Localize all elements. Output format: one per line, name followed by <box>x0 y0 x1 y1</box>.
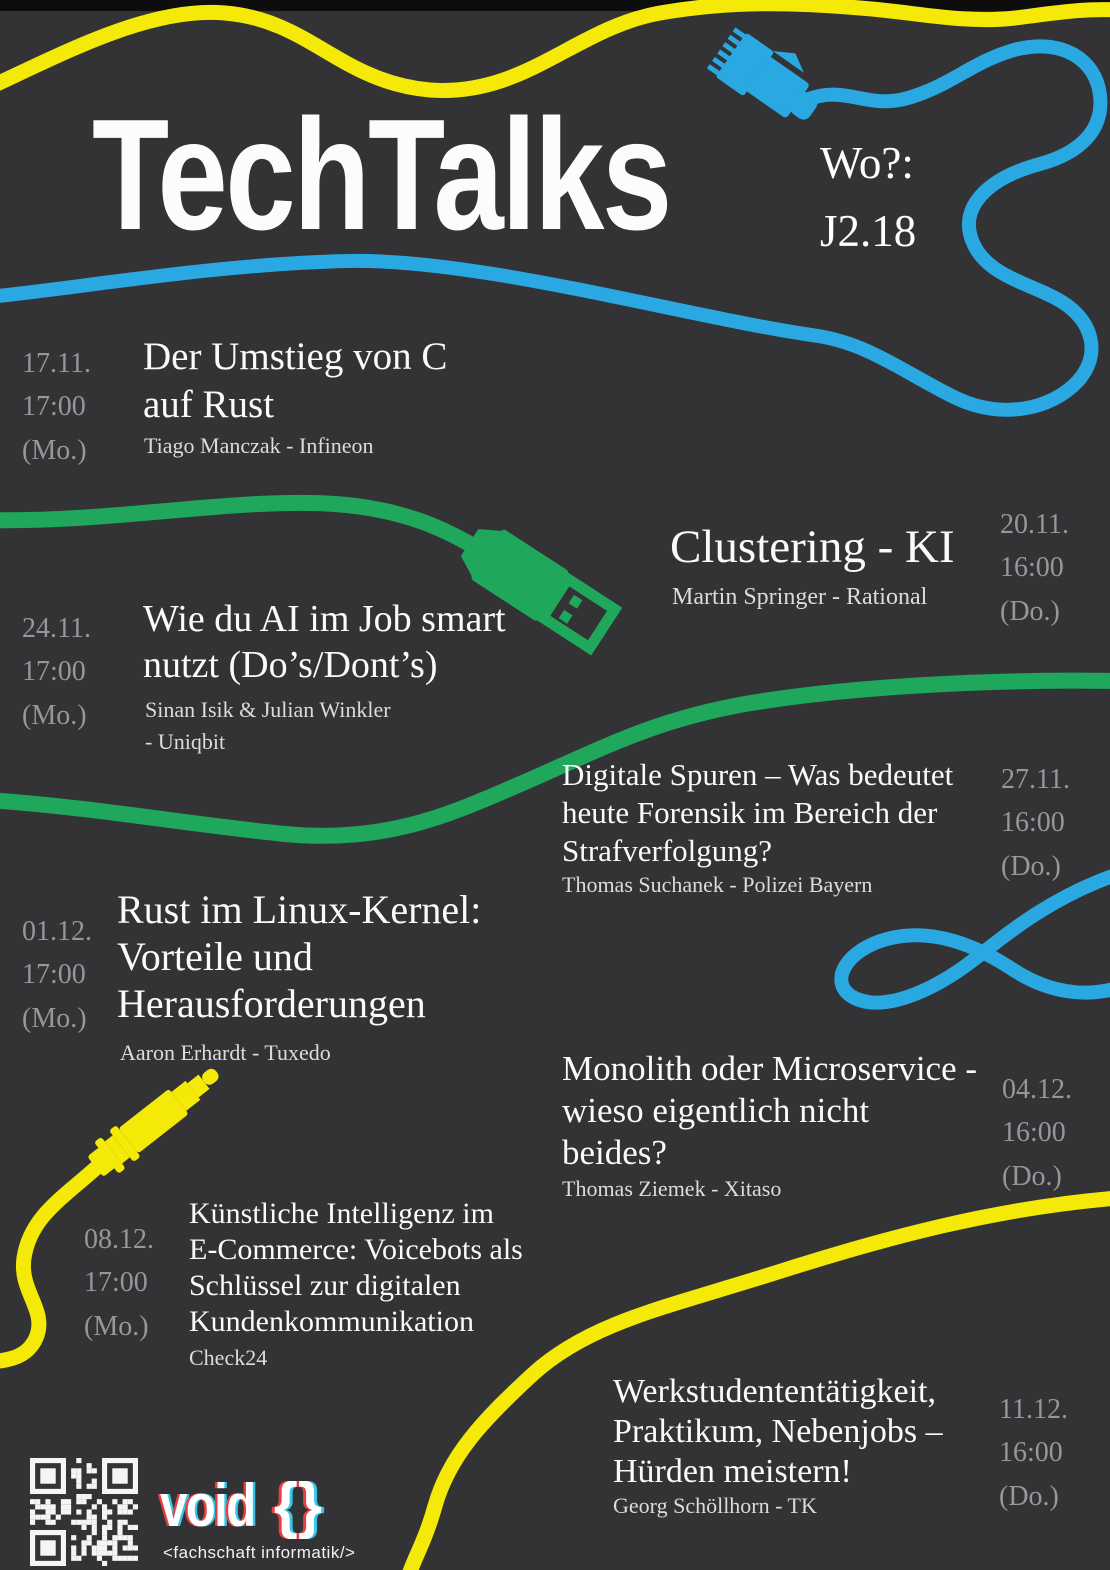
event-6-speaker: Thomas Ziemek - Xitaso <box>562 1176 782 1201</box>
location-room: J2.18 <box>820 205 917 256</box>
top-edge-strip <box>0 0 1110 11</box>
green-cable-usb <box>0 503 482 551</box>
event-3-date: 24.11. 17:00 (Mo.) <box>22 613 91 731</box>
event-2-title: Clustering - KI <box>670 521 955 573</box>
page-title: TechTalks <box>92 87 670 263</box>
event-1-title: Der Umstieg von C auf Rust <box>143 335 448 426</box>
event-3-title: Wie du AI im Job smart nutzt (Do’s/Dont’s) <box>143 598 506 687</box>
ethernet-plug-icon <box>706 17 835 134</box>
event-2-date: 20.11. 16:00 (Do.) <box>1000 509 1069 627</box>
location-label: Wo?: <box>820 138 914 188</box>
event-2-speaker: Martin Springer - Rational <box>672 584 928 610</box>
yellow-cable-jack <box>0 1168 96 1362</box>
fachschaft-logo <box>160 1470 322 1541</box>
event-3-speaker: Sinan Isik & Julian Winkler - Uniqbit <box>145 697 391 754</box>
event-1-speaker: Tiago Manczak - Infineon <box>144 433 374 458</box>
event-5-title: Rust im Linux-Kernel: Vorteile und Herausforderungen <box>117 887 482 1027</box>
event-4-date: 27.11. 16:00 (Do.) <box>1001 764 1070 882</box>
event-7-title: Künstliche Intelligenz im E-Commerce: Voicebots als Schlüssel zur digitalen Kundenkommunikation <box>189 1197 523 1338</box>
event-7-speaker: Check24 <box>189 1345 268 1370</box>
event-6-date: 04.12. 16:00 (Do.) <box>1002 1074 1072 1192</box>
event-8-speaker: Georg Schöllhorn - TK <box>613 1493 817 1518</box>
event-5-speaker: Aaron Erhardt - Tuxedo <box>120 1040 331 1065</box>
qr-code <box>30 1458 138 1566</box>
event-4-title: Digitale Spuren – Was bedeutet heute Forensik im Bereich der Strafverfolgung? <box>562 757 954 868</box>
event-8-title: Werkstudententätigkeit, Praktikum, Nebenjobs – Hürden meistern! <box>613 1373 943 1490</box>
audio-jack-icon <box>83 1056 229 1182</box>
event-8-date: 11.12. 16:00 (Do.) <box>999 1394 1068 1512</box>
location-info <box>820 130 916 265</box>
logo-word: void <box>160 1472 255 1539</box>
event-1-date: 17.11. 17:00 (Mo.) <box>22 348 91 466</box>
logo-subtitle: <fachschaft informatik/> <box>163 1543 356 1562</box>
event-7-date: 08.12. 17:00 (Mo.) <box>84 1224 154 1342</box>
event-6-title: Monolith oder Microservice - wieso eigentlich nicht beides? <box>562 1049 978 1172</box>
blue-cable-knot <box>841 874 1110 1003</box>
logo-braces: {} <box>273 1471 323 1540</box>
event-4-speaker: Thomas Suchanek - Polizei Bayern <box>562 872 873 897</box>
event-5-date: 01.12. 17:00 (Mo.) <box>22 916 92 1034</box>
